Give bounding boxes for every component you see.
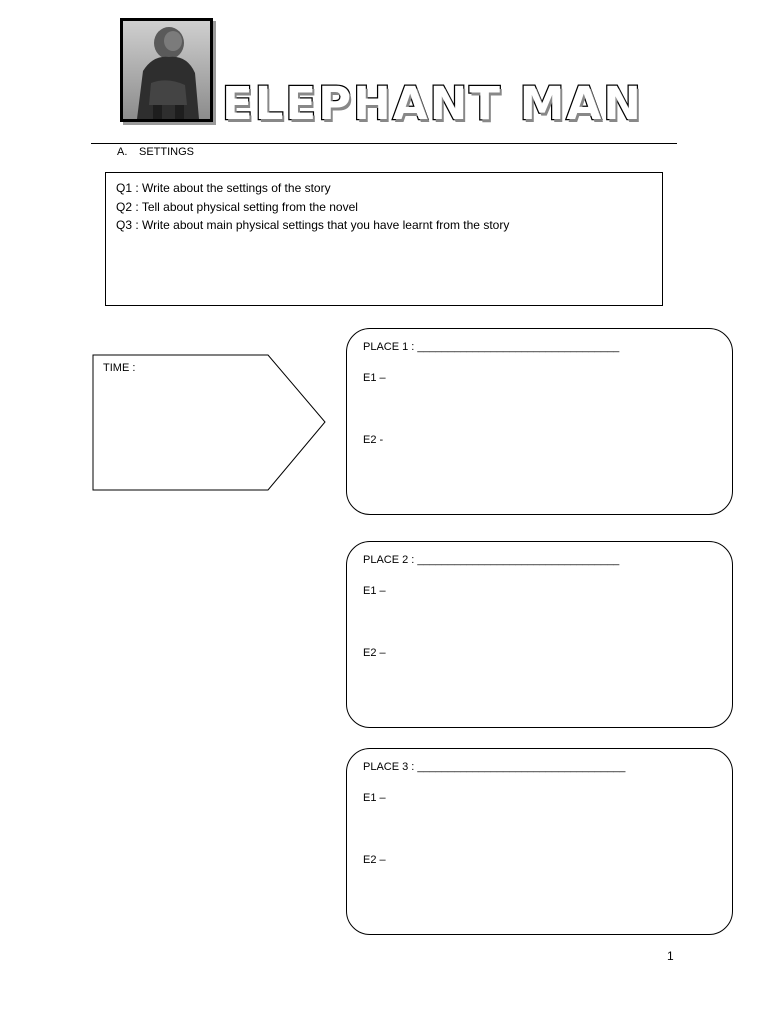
time-arrow-box xyxy=(92,354,328,494)
place-e1-label: E1 – xyxy=(363,372,386,384)
section-label: SETTINGS xyxy=(139,146,195,158)
page-number: 1 xyxy=(667,949,674,963)
place-e2-label: E2 – xyxy=(363,647,386,659)
title-divider xyxy=(91,143,677,144)
question-prefix: Q3 : xyxy=(116,218,139,232)
question-item xyxy=(116,179,662,198)
question-text: Write about the settings of the story xyxy=(142,181,331,195)
question-item xyxy=(116,198,662,217)
question-text: Write about main physical settings that you have learnt from the story xyxy=(142,218,510,232)
page-title: ELEPHANT MAN xyxy=(222,77,643,130)
place-e1-label: E1 – xyxy=(363,585,386,597)
place-e1-label: E1 – xyxy=(363,792,386,804)
question-prefix: Q1 : xyxy=(116,181,139,195)
question-prefix: Q2 : xyxy=(116,199,139,214)
place-heading: PLACE 1 : _________________________________ xyxy=(363,341,620,353)
section-heading xyxy=(117,146,194,158)
place-e2-label: E2 – xyxy=(363,854,386,866)
place-heading: PLACE 2 : _________________________________ xyxy=(363,554,620,566)
section-number: A. xyxy=(117,146,128,158)
question-item xyxy=(116,216,662,235)
place-box-2 xyxy=(346,541,733,728)
place-box-3 xyxy=(346,748,733,935)
portrait-photo xyxy=(120,18,213,122)
question-text: Tell about physical setting from the novel xyxy=(141,199,358,214)
place-heading: PLACE 3 : __________________________________ xyxy=(363,761,626,773)
questions-box xyxy=(105,172,663,306)
place-box-1 xyxy=(346,328,733,515)
time-label: TIME : xyxy=(103,362,136,374)
place-e2-label: E2 - xyxy=(363,434,384,446)
